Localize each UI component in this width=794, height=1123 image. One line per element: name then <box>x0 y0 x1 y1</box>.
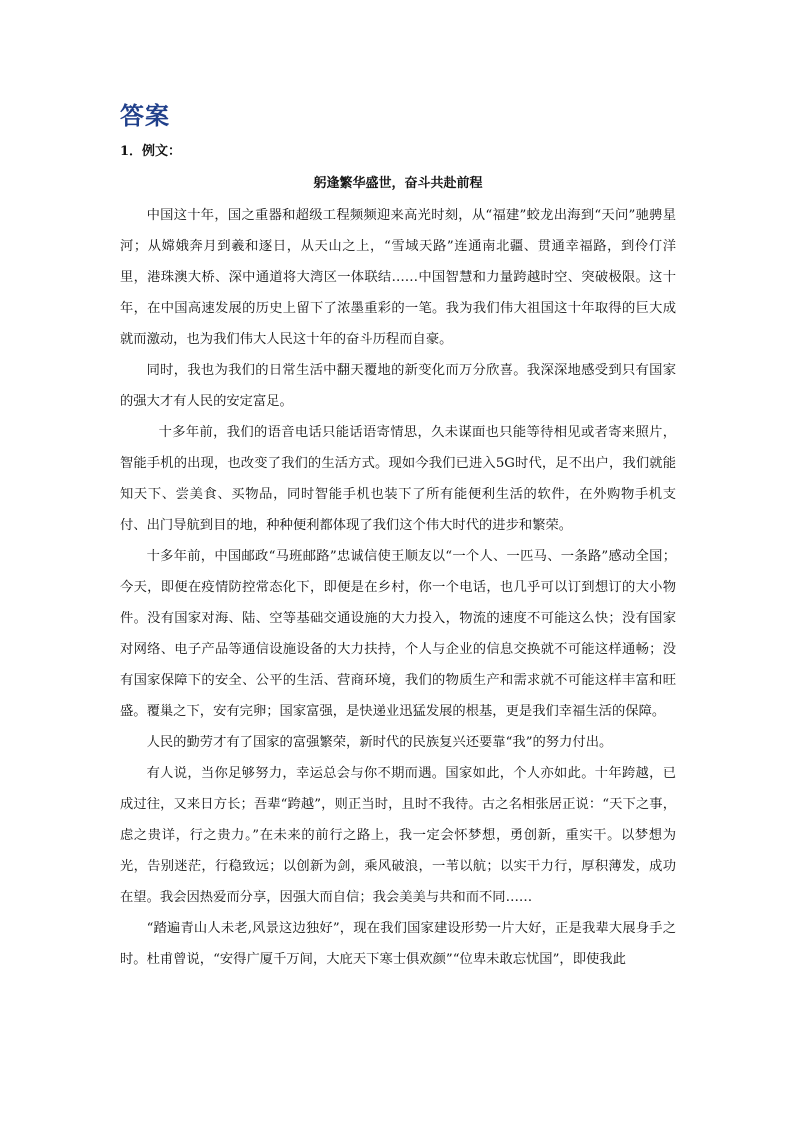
essay-paragraph-2: 同时，我也为我们的日常生活中翻天覆地的新变化而万分欣喜。我深深地感受到只有国家的强大才有人民的安定富足。 <box>120 363 676 409</box>
answer-heading: 答案 <box>120 102 170 130</box>
essay-paragraph-6: 有人说，当你足够努力，幸运总会与你不期而遇。国家如此，个人亦如此。十年跨越，已成过往，又来日方长；吾辈“跨越”，则正当时，且时不我待。古之名相张居正说：“天下之事，虑之贵详，行之贵力。”在未来的前行之路上，我一定会怀梦想，勇创新，重实干。以梦想为光，告别迷茫，行稳致远；以创新为剑，乘风破浪，一苇以航；以实干力行，厚积薄发，成功在望。我会因热爱而分享，因强大而自信；我会美美与共和而不同…… <box>120 766 676 905</box>
question-number-label: 1．例文： <box>120 144 182 159</box>
essay-paragraph-3: 十多年前，我们的语音电话只能话语寄情思，久未谋面也只能等待相见或者寄来照片，智能手机的出现，也改变了我们的生活方式。现如今我们已进入5G时代，足不出户，我们就能知天下、尝美食、买物品，同时智能手机也装下了所有能便利生活的软件，在外购物手机支付、出门导航到目的地，种种便利都体现了我们这个伟大时代的进步和繁荣。 <box>120 425 676 533</box>
essay-title: 躬逢繁华盛世，奋斗共赴前程 <box>313 176 483 191</box>
essay-paragraph-5: 人民的勤劳才有了国家的富强繁荣，新时代的民族复兴还要靠“我”的努力付出。 <box>146 735 613 750</box>
answer-page <box>120 98 676 975</box>
essay-paragraph-4: 十多年前，中国邮政“马班邮路”忠诚信使王顺友以“一个人、一匹马、一条路”感动全国；今天，即便在疫情防控常态化下，即便是在乡村，你一个电话，也几乎可以订到想订的大小物件。没有国家对海、陆、空等基础交通设施的大力投入，物流的速度不可能这么快；没有国家对网络、电子产品等通信设施设备的大力扶持，个人与企业的信息交换就不可能这样通畅；没有国家保障下的安全、公平的生活、营商环境，我们的物质生产和需求就不可能这样丰富和旺盛。覆巢之下，安有完卵；国家富强，是快递业迅猛发展的根基，更是我们幸福生活的保障。 <box>120 549 676 719</box>
essay-paragraph-7: “踏遍青山人未老,风景这边独好”，现在我们国家建设形势一片大好，正是我辈大展身手之时。杜甫曾说，“安得广厦千万间，大庇天下寒士俱欢颜”“位卑未敢忘忧国”，即使我此 <box>120 921 676 967</box>
essay-paragraph-1: 中国这十年，国之重器和超级工程频频迎来高光时刻，从“福建”蛟龙出海到“天问”驰骋星河；从嫦娥奔月到羲和逐日，从天山之上，“雪域天路”连通南北疆、贯通幸福路，到伶仃洋里，港珠澳大桥、深中通道将大湾区一体联结……中国智慧和力量跨越时空、突破极限。这十年，在中国高速发展的历史上留下了浓墨重彩的一笔。我为我们伟大祖国这十年取得的巨大成就而激动，也为我们伟大人民这十年的奋斗历程而自豪。 <box>120 208 676 347</box>
